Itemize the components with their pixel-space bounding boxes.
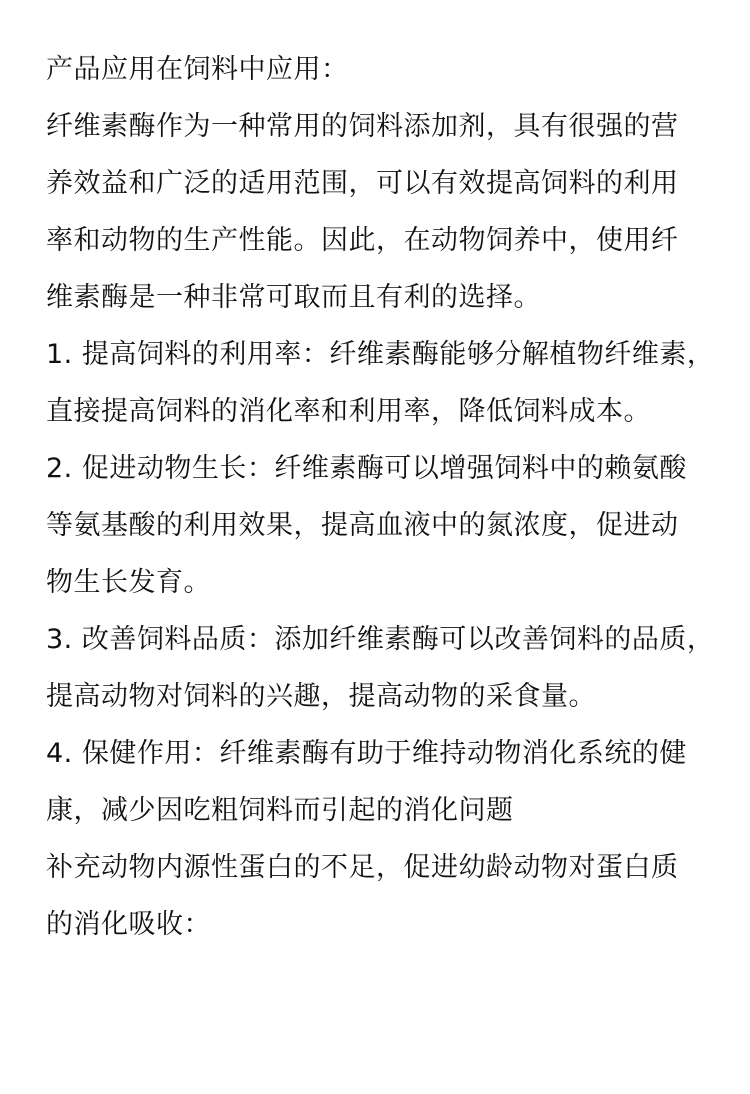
point-2-line-2: 等氨基酸的利用效果，提高血液中的氮浓度，促进动 [46, 510, 679, 541]
point-2-line-3: 物生长发育。 [46, 567, 211, 598]
intro-line-1: 纤维素酶作为一种常用的饲料添加剂，具有很强的营 [46, 111, 679, 142]
supplement-line-1: 补充动物内源性蛋白的不足，促进幼龄动物对蛋白质 [46, 852, 679, 883]
point-3-line-2: 提高动物对饲料的兴趣，提高动物的采食量。 [46, 681, 596, 712]
point-1-line-1: 1. 提高饲料的利用率：纤维素酶能够分解植物纤维素， [46, 339, 715, 370]
point-4-line-1: 4. 保健作用：纤维素酶有助于维持动物消化系统的健 [46, 738, 687, 769]
point-4-line-2: 康，减少因吃粗饲料而引起的消化问题 [46, 795, 514, 826]
point-1-line-2: 直接提高饲料的消化率和利用率，降低饲料成本。 [46, 396, 651, 427]
intro-line-4: 维素酶是一种非常可取而且有利的选择。 [46, 282, 541, 313]
heading-product-application: 产品应用在饲料中应用： [46, 54, 349, 85]
point-2-line-1: 2. 促进动物生长：纤维素酶可以增强饲料中的赖氨酸 [46, 453, 687, 484]
intro-line-3: 率和动物的生产性能。因此，在动物饲养中，使用纤 [46, 225, 679, 256]
supplement-line-2: 的消化吸收： [46, 909, 211, 940]
intro-line-2: 养效益和广泛的适用范围，可以有效提高饲料的利用 [46, 168, 679, 199]
point-3-line-1: 3. 改善饲料品质：添加纤维素酶可以改善饲料的品质， [46, 624, 715, 655]
